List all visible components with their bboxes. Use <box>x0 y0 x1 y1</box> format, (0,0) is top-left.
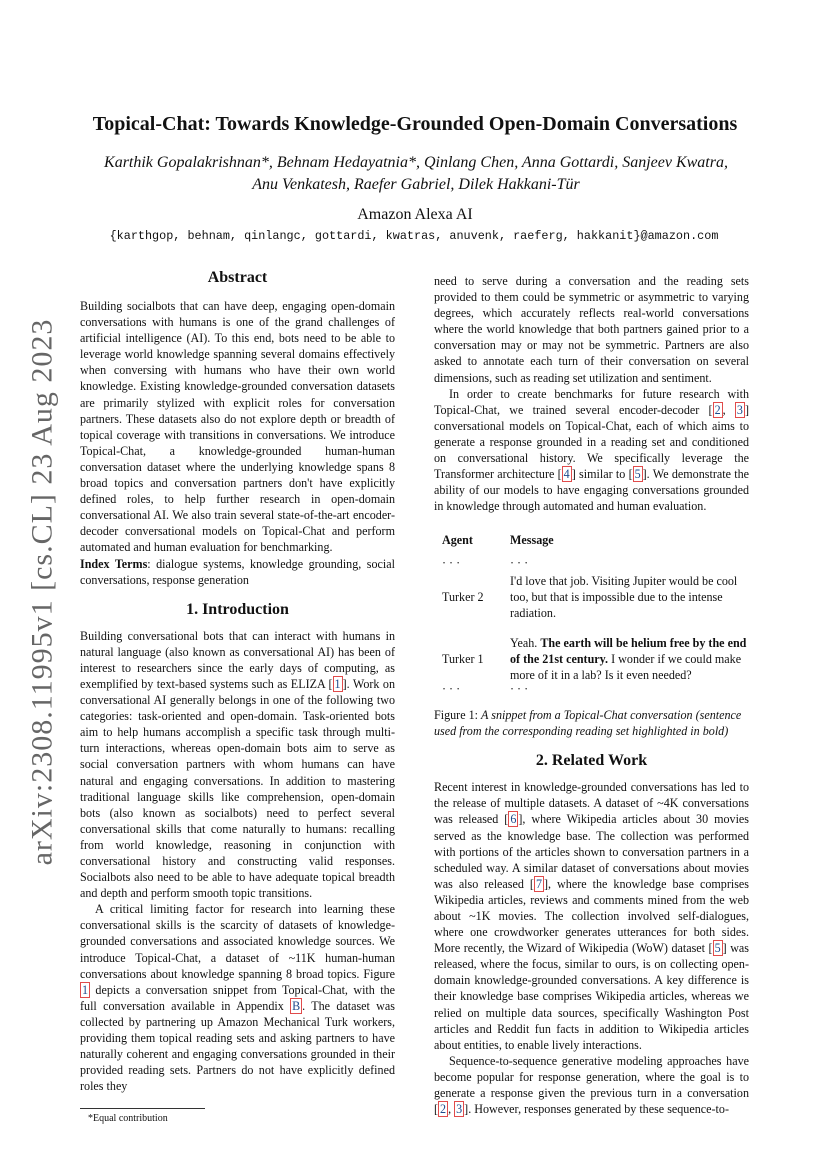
message-cell: I'd love that job. Visiting Jupiter would be cool too, but that is impossible due to the intense radiation. <box>510 573 738 620</box>
table-header-row <box>434 532 749 556</box>
author-list <box>92 152 740 195</box>
intro-paragraph-4: In order to create benchmarks for future research with Topical-Chat, we trained several encoder-decoder [ 2 , 3 ] conversational models on Topical-Chat, each of which aims to generate a response grounded in a reading set and conditioned on conversational history. We specifically leverage the Transformer architecture [ 4 ] similar to [ 5 ]. We demonstrate the ability of our models to have engaging conversations grounded in knowledge through automated and human evaluation. <box>434 386 750 514</box>
citation-link[interactable]: 4 <box>563 467 570 482</box>
citation-link[interactable]: 2 <box>440 1102 447 1117</box>
arxiv-stamp <box>18 318 66 866</box>
ellipsis: · · · <box>442 555 461 570</box>
figure-ref-link[interactable]: 1 <box>82 982 89 997</box>
highlighted-sentence: The earth will be helium free by the end of the 21st century. <box>510 635 747 666</box>
ellipsis: · · · <box>510 555 529 570</box>
intro-paragraph-1: Building conversational bots that can interact with humans in natural language (also known as conversational AI) has been of interest to researchers since the early days of computing, as exemplified by text-based systems such as ELIZA [ 1 ]. Work on conversational AI generally belongs in one of the following two categories: task-oriented and open-domain. Task-oriented bots aim to help humans accomplish a specific task through multi-turn interactions, whereas open-domain bots aim to serve as social conversation partners with whom humans can have natural and engaging conversations. In addition to mastering traditional language skills like comprehension, open-domain bots (also known as socialbots) need to perfect several conversational skills that come naturally to humans: recalling from world knowledge, reasoning in conjunction with conversational history and constructing valid responses. Socialbots also need to be able to have adequate topical breadth and depth and perform smooth topic transitions. <box>80 628 395 901</box>
author-emails: {karthgop, behnam, qinlangc, gottardi, kwatras, anuvenk, raeferg, hakkanit}@amazon.com <box>109 229 719 243</box>
agent-cell: Turker 1 <box>442 651 484 666</box>
arxiv-stamp-text: arXiv:2308.11995v1 [cs.CL] 23 Aug 2023 <box>25 318 58 866</box>
citation-link[interactable]: 1 <box>334 676 341 691</box>
citation-link[interactable]: 7 <box>535 876 542 891</box>
citation-link[interactable]: 5 <box>634 467 641 482</box>
section-2-heading: 2. Related Work <box>535 752 648 770</box>
right-column <box>434 273 749 1117</box>
citation-link[interactable]: 3 <box>736 402 743 417</box>
table-row <box>434 635 749 683</box>
ellipsis: · · · <box>510 682 529 697</box>
index-terms-label: Index Terms <box>80 556 148 571</box>
footnote: *Equal contribution <box>88 1113 168 1125</box>
intro-paragraph-3: need to serve during a conversation and the reading sets provided to them could be symmetric or asymmetric to varying degrees, which accurately reflects real-world conversations where the world knowledge that both partners gained prior to a conversation may or may not be symmetric. Partners are also asked to annotate each turn of their conversation on several dimensions, such as reading set utilization and sentiment. <box>434 274 749 385</box>
figure-1-caption <box>434 707 749 739</box>
section-1-heading: 1. Introduction <box>186 600 289 618</box>
column-header-agent: Agent <box>442 533 473 548</box>
figure-caption-text: A snippet from a Topical-Chat conversation (sentence used from the corresponding reading set highlighted in bold) <box>434 708 742 739</box>
intro-paragraph-2: A critical limiting factor for research into learning these conversational skills is the scarcity of datasets of knowledge-grounded conversations and associated knowledge sources. We introduce Topical-Chat, a dataset of ~11K human-human conversations about knowledge spanning 8 broad topics. Figure 1 depicts a conversation snippet from Topical-Chat, with the full conversation available in Appendix B . The dataset was collected by partnering up Amazon Mechanical Turk workers, providing them topical reading sets and asking partners to have naturally coherent and engaging conversations grounded in their provided reading sets. Partners do not have explicitly defined roles they <box>80 902 395 1094</box>
affiliation: Amazon Alexa AI <box>357 206 473 223</box>
abstract-text: Building socialbots that can have deep, engaging open-domain conversations with humans is one of the grand challenges of artificial intelligence (AI). To this end, bots need to be able to leverage world knowledge spanning several domains effectively when conversing with humans who have their own world knowledge. Existing knowledge-grounded conversation datasets are primarily stylized with explicit roles for conversation partners. These datasets also do not explore depth or breadth of topical coverage with transitions in conversations. We introduce Topical-Chat, a knowledge-grounded human-human conversation dataset where the underlying knowledge spans 8 broad topics and conversation partners don't have explicitly defined roles, to help further research in open-domain conversational AI. We also train several state-of-the-art encoder-decoder conversational models on Topical-Chat and perform automated and human evaluation for benchmarking. <box>80 299 395 555</box>
column-header-message: Message <box>510 533 554 548</box>
footnote-rule <box>80 1108 205 1109</box>
appendix-ref-link[interactable]: B <box>292 998 301 1013</box>
author-line-1: Karthik Gopalakrishnan*, Behnam Hedayatnia*, Qinlang Chen, Anna Gottardi, Sanjeev Kwatra, <box>104 154 728 171</box>
author-line-2: Anu Venkatesh, Raefer Gabriel, Dilek Hakkani-Tür <box>252 175 580 193</box>
message-cell: Yeah. The earth will be helium free by the end of the 21st century. I wonder if we could make more of it in a lab? Is it even needed? <box>510 635 747 682</box>
table-row <box>434 557 749 573</box>
citation-link[interactable]: 2 <box>714 402 721 417</box>
related-paragraph-2: Sequence-to-sequence generative modeling approaches have become popular for response generation, where the goal is to generate a response given the previous turn in a conversation [ 2 , 3 ]. However, responses generated by these sequence-to- <box>434 1053 749 1117</box>
citation-link[interactable]: 5 <box>714 941 721 956</box>
left-column <box>80 268 395 1125</box>
table-row <box>434 683 749 699</box>
abstract-heading: Abstract <box>207 269 268 286</box>
citation-link[interactable]: 6 <box>510 812 517 827</box>
table-row <box>434 573 749 621</box>
citation-link[interactable]: 3 <box>456 1102 463 1117</box>
figure-1-table <box>434 532 749 699</box>
index-terms-text: : dialogue systems, knowledge grounding, social conversations, response generation <box>80 556 395 587</box>
index-terms <box>80 556 395 588</box>
agent-cell: Turker 2 <box>442 589 484 604</box>
related-paragraph-1: Recent interest in knowledge-grounded conversations has led to the release of multiple datasets. A dataset of ~4K conversations was released [ 6 ], where Wikipedia articles about 30 movies served as the knowledge base. The collection was performed with portions of the articles shown to conversation partners in a scheduled way. A similar dataset of conversations about movies was also released [ 7 ], where the knowledge base comprises Wikipedia articles, reviews and comments mined from the web about ~1K movies. The collection involved self-dialogues, where one crowdworker generates utterances for both sides. More recently, the Wizard of Wikipedia (WoW) dataset [ 5 ] was released, where the focus, similar to ours, is on collecting open-domain knowledge-grounded conversations. A key difference is their knowledge base comprises Wikipedia articles, whereas we relied on multiple data sources, specifically Washington Post articles and Reddit fun facts in addition to Wikipedia articles about entities, to enable lively interactions. <box>434 780 750 1052</box>
ellipsis: · · · <box>442 682 461 697</box>
paper-title: Topical-Chat: Towards Knowledge-Grounded Open-Domain Conversations <box>92 113 738 135</box>
figure-caption-label: Figure 1: <box>434 708 479 723</box>
